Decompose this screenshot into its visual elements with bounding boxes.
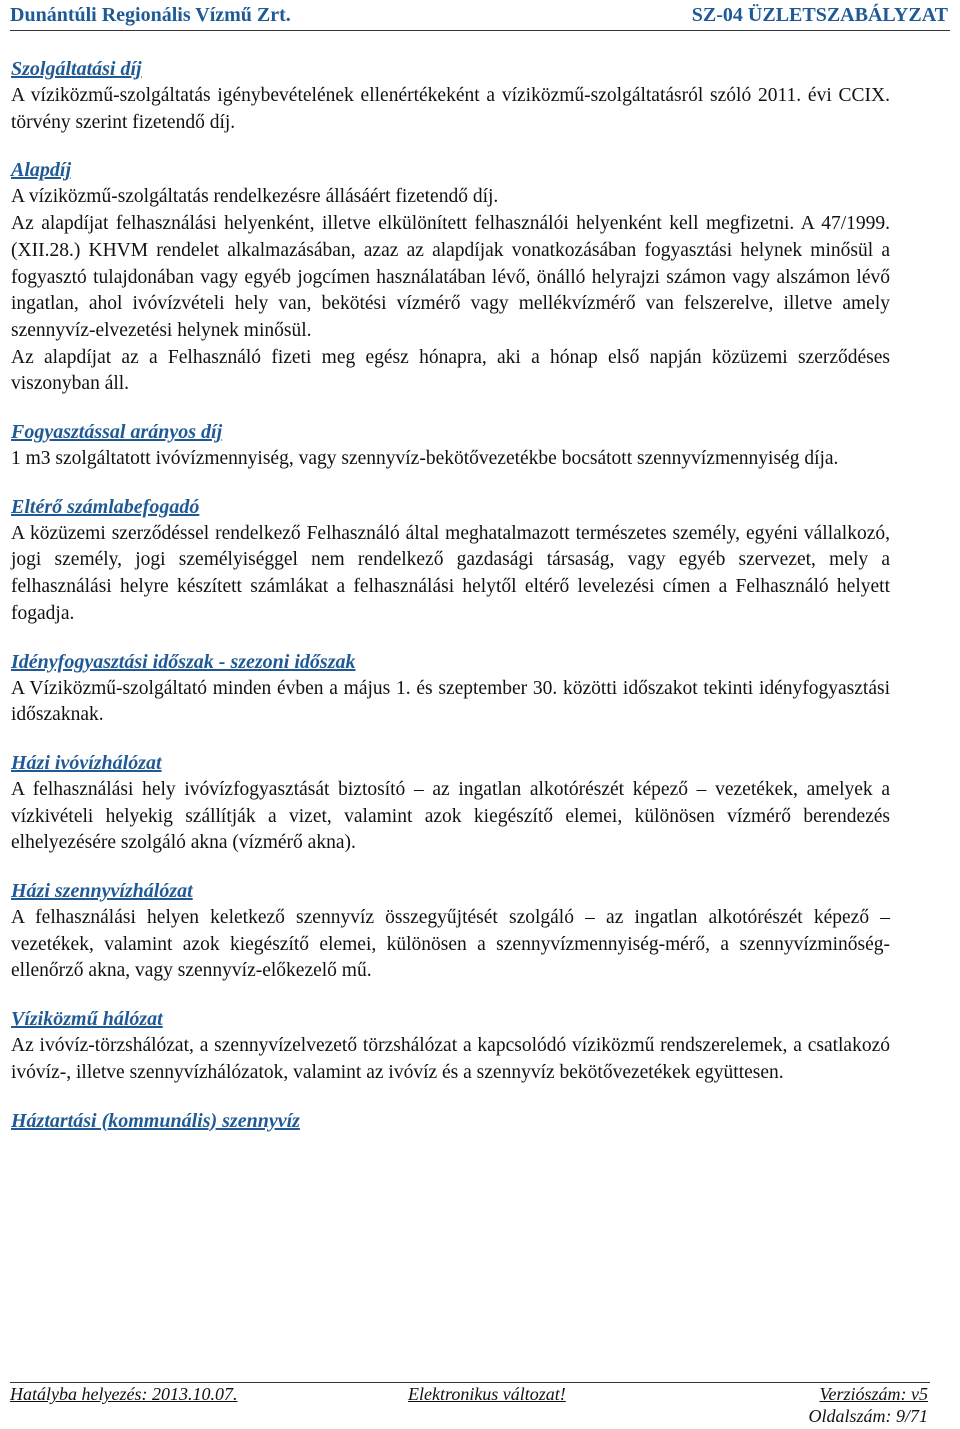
effective-date: Hatályba helyezés: 2013.10.07. bbox=[10, 1384, 238, 1404]
page-footer bbox=[10, 1382, 930, 1427]
section-title: Házi szennyvízhálózat bbox=[11, 880, 193, 903]
section-text: A közüzemi szerződéssel rendelkező Felhasználó által meghatalmazott természetes személy, egyéni vállalkozó, jogi személy, jogi személyiséggel nem rendelkező gazdasági társaság, vagy egyéb szervezet, mely a felhasználási helyre készített számlákat a felhasználási helytől eltérő levelezési címen a Felhasználó helyett fogadja. bbox=[11, 522, 890, 624]
section-text: A víziközmű-szolgáltatás igénybevételének ellenértékeként a víziközmű-szolgáltatásról szóló 2011. évi CCIX. törvény szerint fizetendő díj. bbox=[11, 85, 890, 133]
section-hazi-ivovizhalozat bbox=[11, 750, 890, 857]
section-title: Szolgáltatási díj bbox=[11, 58, 142, 80]
document-body bbox=[11, 56, 890, 1156]
section-title: Idényfogyasztási időszak - szezoni időszak bbox=[11, 650, 356, 673]
section-fogyasztassal-aranyos-dij bbox=[11, 419, 890, 473]
section-alapdij bbox=[11, 157, 890, 398]
section-title: Házi ivóvízhálózat bbox=[11, 751, 162, 774]
page-header bbox=[10, 0, 950, 31]
section-text: A felhasználási hely ivóvízfogyasztását biztosító – az ingatlan alkotórészét képező – vezetékek, amelyek a vízkivételi helyekig szállítják a vizet, valamint azok kiegészítő elemei, különösen vízmérő berendezés elhelyezésére szolgáló akna (vízmérő akna). bbox=[11, 778, 890, 854]
version-number: Verziószám: v5 bbox=[819, 1384, 928, 1404]
section-text: 1 m3 szolgáltatott ivóvízmennyiség, vagy szennyvíz-bekötővezetékbe bocsátott szennyvízmennyiség díja. bbox=[11, 448, 839, 470]
section-title: Fogyasztással arányos díj bbox=[11, 421, 223, 444]
company-name: Dunántúli Regionális Vízmű Zrt. bbox=[10, 4, 291, 26]
section-haztartasi-szennyviz bbox=[11, 1108, 890, 1135]
section-vizikozmu-halozat bbox=[11, 1006, 890, 1086]
document-code: SZ-04 ÜZLETSZABÁLYZAT bbox=[691, 4, 948, 26]
section-hazi-szennyvizhalozat bbox=[11, 878, 890, 985]
page-number: Oldalszám: 9/71 bbox=[808, 1406, 928, 1426]
electronic-version-note: Elektronikus változat! bbox=[408, 1384, 566, 1404]
section-text: Az alapdíjat felhasználási helyenként, illetve elkülönített felhasználói helyenként kell megfizetni. A 47/1999. (XII.28.) KHVM rendelet alkalmazásában, azaz az alapdíjak vonatkozásában fogyasztási helynek minősül a fogyasztó tulajdonában vagy egyéb jogcímen használatában lévő, önálló helyrajzi számon vagy alszámon lévő ingatlan, ahol ivóvízvételi hely van, bekötési vízmérő vagy mellékvízmérő van felszerelve, illetve amely szennyvíz-elvezetési helynek minősül. bbox=[11, 213, 890, 341]
footer-row bbox=[10, 1405, 930, 1427]
section-szolgaltatasi-dij bbox=[11, 56, 890, 136]
section-text: A Víziközmű-szolgáltató minden évben a május 1. és szeptember 30. közötti időszakot tekinti idényfogyasztási időszaknak. bbox=[11, 677, 890, 726]
section-title: Alapdíj bbox=[11, 159, 72, 182]
section-title: Víziközmű hálózat bbox=[11, 1008, 163, 1031]
section-title: Eltérő számlabefogadó bbox=[11, 495, 200, 518]
section-text: A felhasználási helyen keletkező szennyvíz összegyűjtését szolgáló – az ingatlan alkotórészét képező – vezetékek, valamint azok kiegészítő elemei, különösen a szennyvízmennyiség-mérő, a szennyvízminőség-ellenőrző akna, vagy szennyvíz-előkezelő mű. bbox=[11, 907, 890, 982]
footer-row bbox=[10, 1383, 930, 1405]
section-eltero-szamlabefogado bbox=[11, 494, 890, 628]
section-title: Háztartási (kommunális) szennyvíz bbox=[11, 1109, 300, 1132]
section-idenyfogyasztasi-idoszak bbox=[11, 649, 890, 729]
section-text: A víziközmű-szolgáltatás rendelkezésre állásáért fizetendő díj. bbox=[11, 186, 499, 208]
section-text: Az ivóvíz-törzshálózat, a szennyvízelvezető törzshálózat a kapcsolódó víziközmű rendszerelemek, a csatlakozó ivóvíz-, illetve szennyvízhálózatok, valamint az ivóvíz és a szennyvíz bekötővezetékek együttesen. bbox=[11, 1035, 890, 1083]
section-text: Az alapdíjat az a Felhasználó fizeti meg egész hónapra, aki a hónap első napján közüzemi szerződéses viszonyban áll. bbox=[11, 346, 890, 395]
